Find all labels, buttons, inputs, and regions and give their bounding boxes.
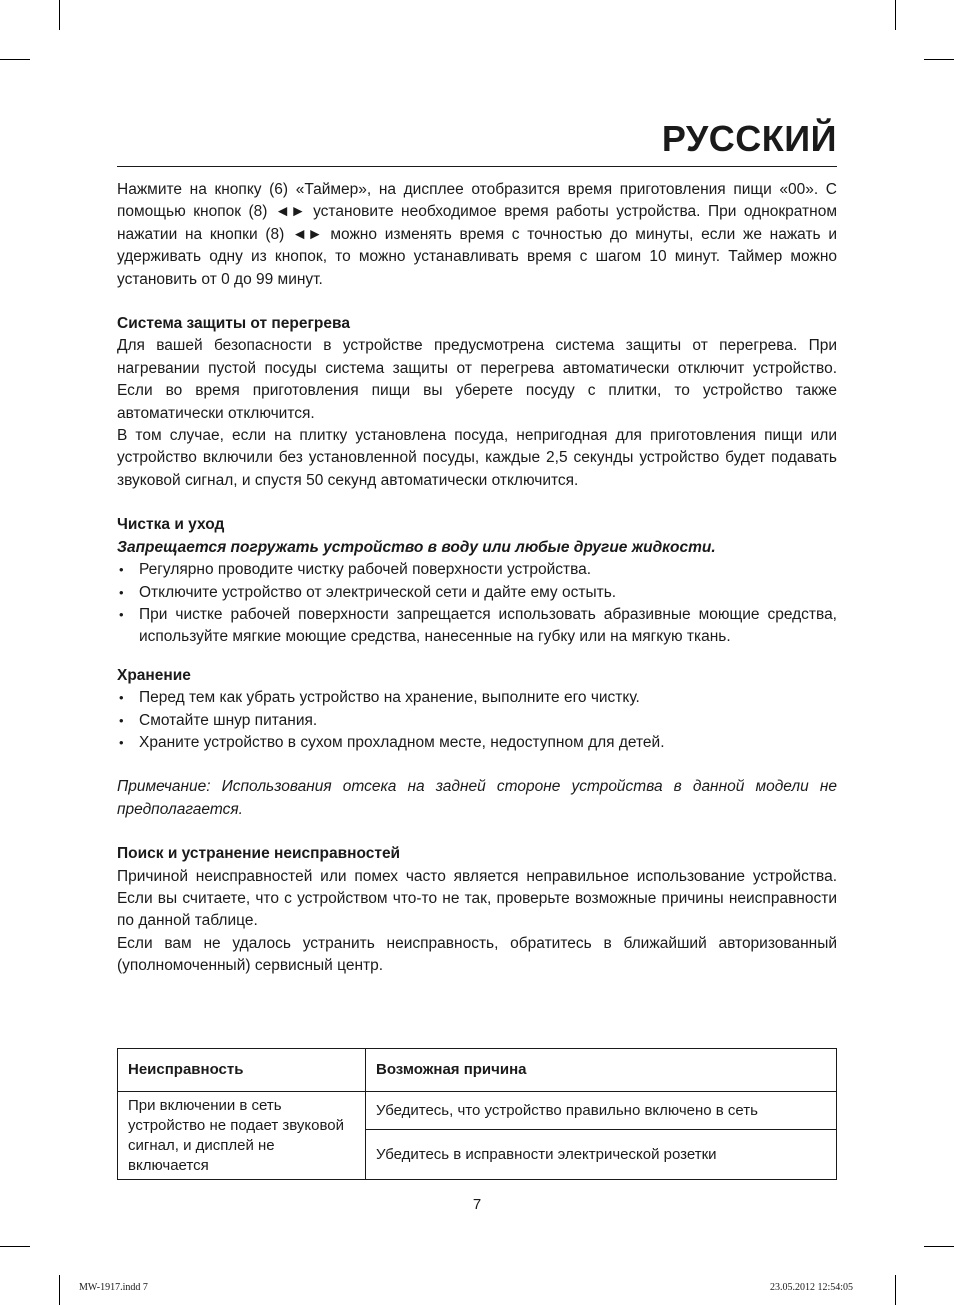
overheat-heading: Система защиты от перегрева bbox=[117, 315, 350, 333]
list-item: • Отключите устройство от электрической сети и дайте ему остыть. bbox=[119, 583, 617, 601]
overheat-paragraph: В том случае, если на плитку установлена посуда, непригодная для приготовления пищи или устройство включили без установленной посуды, каждые 2,5 секунды устройство будет подавать звуковой сигнал, и спустя 50 секунд автоматически отключится. bbox=[117, 427, 837, 489]
troubleshooting-heading: Поиск и устранение неисправностей bbox=[117, 845, 401, 863]
cleaning-heading: Чистка и уход bbox=[117, 516, 225, 534]
page-number: 7 bbox=[472, 1196, 482, 1213]
list-item: • Перед тем как убрать устройство на хранение, выполните его чистку. bbox=[119, 689, 640, 707]
storage-heading: Хранение bbox=[117, 666, 191, 684]
list-item: • Регулярно проводите чистку рабочей поверхности устройства. bbox=[119, 561, 592, 579]
crop-mark bbox=[0, 1246, 30, 1247]
table-cell-cause: Убедитесь в исправности электрической розетки bbox=[366, 1130, 837, 1180]
list-item: • Смотайте шнур питания. bbox=[119, 711, 318, 729]
table-cell-problem: При включении в сеть устройство не подает звуковой сигнал, и дисплей не включается bbox=[118, 1092, 366, 1180]
crop-mark bbox=[59, 1275, 60, 1305]
slug-datetime: 23.05.2012 12:54:05 bbox=[770, 1282, 854, 1293]
storage-list bbox=[117, 687, 837, 754]
table-row bbox=[118, 1092, 837, 1130]
table-header: Возможная причина bbox=[366, 1049, 837, 1092]
troubleshooting-paragraph: Причиной неисправностей или помех часто является неправильное использование устройства. Если вы считаете, что с устройством что-то не так, проверьте возможные причины неисправности по данной таблице. bbox=[117, 867, 837, 930]
page-title: РУССКИЙ bbox=[661, 118, 837, 159]
cleaning-warning: Запрещается погружать устройство в воду или любые другие жидкости. bbox=[117, 538, 716, 556]
troubleshooting-paragraph: Если вам не удалось устранить неисправность, обратитесь в ближайший авторизованный (уполномоченный) сервисный центр. bbox=[117, 934, 837, 975]
crop-mark bbox=[0, 59, 30, 60]
troubleshooting-table bbox=[117, 1048, 837, 1180]
cleaning-list bbox=[117, 559, 837, 649]
table-header-row bbox=[118, 1049, 837, 1092]
title-divider bbox=[117, 166, 837, 167]
table-header: Неисправность bbox=[118, 1049, 366, 1092]
note: Примечание: Использования отсека на задней стороне устройства в данной модели не предполагается. bbox=[117, 778, 837, 818]
crop-mark bbox=[59, 0, 60, 30]
slug-file: MW-1917.indd 7 bbox=[79, 1282, 148, 1293]
table-cell-cause: Убедитесь, что устройство правильно включено в сеть bbox=[366, 1092, 837, 1130]
crop-mark bbox=[924, 59, 954, 60]
list-item: • При чистке рабочей поверхности запрещается использовать абразивные моющие средства, используйте мягкие моющие средства, нанесенные на губку или на мягкую ткань. bbox=[119, 605, 837, 646]
crop-mark bbox=[924, 1246, 954, 1247]
timer-paragraph: Нажмите на кнопку (6) «Таймер», на дисплее отобразится время приготовления пищи «00». С помощью кнопок (8) ◄► установите необходимое время работы устройства. При однократном нажатии на кнопки (8) ◄► можно изменять время с точностью до минуты, если же нажать и удерживать одну из кнопок, то можно устанавливать время с шагом 10 минут. Таймер можно установить от 0 до 99 минут. bbox=[117, 181, 837, 288]
main-content bbox=[117, 179, 837, 978]
crop-mark bbox=[895, 0, 896, 30]
list-item: • Храните устройство в сухом прохладном месте, недоступном для детей. bbox=[119, 733, 665, 751]
overheat-paragraph: Для вашей безопасности в устройстве предусмотрена система защиты от перегрева. При нагревании пустой посуды система защиты от перегрева автоматически отключит устройство. Если во время приготовления пищи вы уберете посуду с плитки, то устройство также автоматически отключится. bbox=[117, 337, 837, 422]
crop-mark bbox=[895, 1275, 896, 1305]
